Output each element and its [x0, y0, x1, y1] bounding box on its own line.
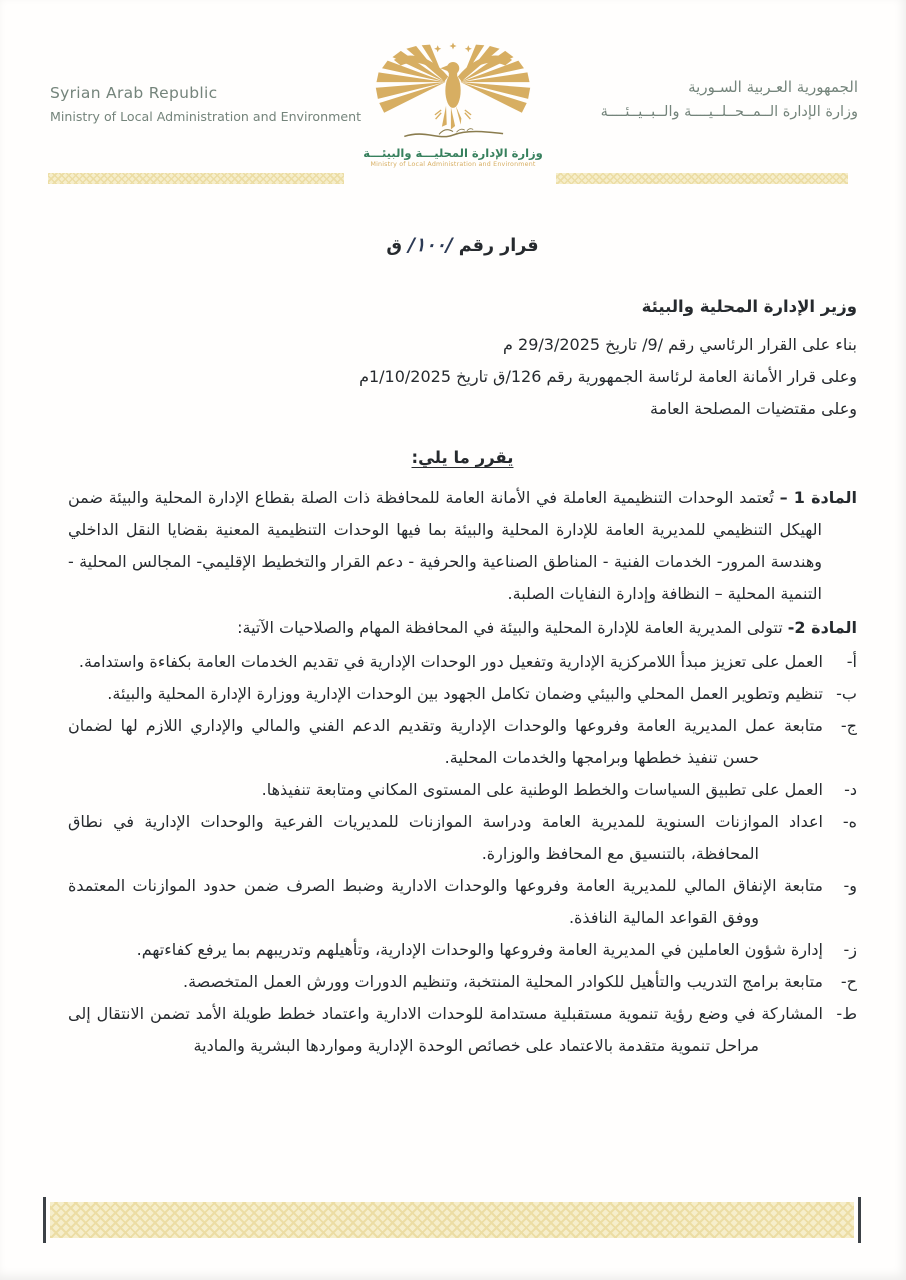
item-marker: ه-	[842, 812, 857, 831]
article-2	[68, 612, 857, 644]
article-1-text: تُعتمد الوحدات التنظيمية العاملة في الأمانة العامة للمحافظة ذات الصلة بقطاع الإدارة المحلية والبيئة ضمن الهيكل التنظيمي للمديرية العامة للإدارة المحلية والبيئة بما فيها الوحدات التنظيمية المعنية بقضايا النقل الداخلي وهندسة المرور- الخدمات الفنية - المناطق الصناعية والحرفية - دعم القرار والتخطيط الإقليمي- المجالس المحلية - التنمية المحلية – النظافة وإدارة النفايات الصلبة.	[68, 488, 822, 603]
item-marker: ج-	[840, 716, 857, 735]
item-marker: ز-	[843, 940, 857, 959]
preamble-line: وعلى مقتضيات المصلحة العامة	[649, 399, 857, 418]
decision-number-prefix: قرار رقم	[458, 236, 539, 256]
list-item	[68, 998, 857, 1062]
document-header	[0, 0, 906, 192]
list-item	[68, 870, 857, 934]
item-marker: ط-	[836, 1004, 857, 1023]
ministry-emblem	[343, 40, 563, 168]
list-item	[68, 710, 857, 774]
list-item	[68, 678, 857, 710]
star-icon	[434, 45, 441, 52]
top-ornament-band-left	[48, 173, 344, 184]
star-icon	[465, 45, 472, 52]
preamble-line: بناء على القرار الرئاسي رقم /9/ تاريخ 29/3/2025 م	[503, 335, 857, 354]
list-item	[68, 806, 857, 870]
top-ornament-band-right	[556, 173, 848, 184]
item-marker: ح-	[840, 972, 857, 991]
item-text: إدارة شؤون العاملين في المديرية العامة وفروعها والوحدات الإدارية، وتأهيلهم وتدريبهم بما يرفع كفاءتهم.	[136, 940, 823, 959]
header-arabic-block	[601, 78, 858, 120]
list-item	[68, 966, 857, 998]
header-country-en: Syrian Arab Republic	[50, 84, 218, 102]
article-1-label: المادة 1 –	[779, 488, 857, 507]
header-english-block	[50, 84, 361, 124]
article-2-label: المادة 2-	[787, 618, 857, 637]
header-ministry-ar: وزارة الإدارة الــمــحــلــيــــة والــبــيــئــــة	[600, 104, 858, 120]
decision-number-suffix: ق	[386, 236, 403, 256]
header-country-ar: الجمهورية العـربية السـورية	[688, 78, 858, 96]
minister-title: وزير الإدارة المحلية والبيئة	[641, 297, 857, 316]
item-marker: ب-	[836, 684, 857, 703]
item-marker: أ-	[846, 652, 857, 671]
item-text: متابعة عمل المديرية العامة وفروعها والوحدات الإدارية وتقديم الدعم الفني والمالي والإداري اللازم لها لضمان حسن تنفيذ خططها وبرامجها والخدمات المحلية.	[68, 716, 823, 767]
star-icon	[449, 43, 456, 50]
list-item	[68, 774, 857, 806]
calligraphy-swash	[404, 129, 503, 137]
emblem-caption-english: Ministry of Local Administration and Environment	[370, 161, 536, 168]
emblem-caption-arabic: وزارة الإدارة المحليـــة والبيئـــة	[363, 146, 543, 160]
decree-body	[0, 226, 906, 1062]
item-text: العمل على تعزيز مبدأ اللامركزية الإدارية وتفعيل دور الوحدات الإدارية في تقديم الخدمات العامة بكفاءة واستدامة.	[78, 652, 823, 671]
list-item	[68, 646, 857, 678]
eagle-emblem-icon	[373, 40, 533, 148]
item-text: اعداد الموازنات السنوية للمديرية العامة ودراسة الموازنات للمديريات الفرعية والوحدات الإدارية في نطاق المحافظة، بالتنسيق مع المحافظ والوزارة.	[68, 812, 823, 863]
item-text: متابعة برامج التدريب والتأهيل للكوادر المحلية المنتخبة، وتنظيم الدورات وورش العمل المتخصصة.	[182, 972, 823, 991]
list-item	[68, 934, 857, 966]
article-2-text: تتولى المديرية العامة للإدارة المحلية والبيئة في المحافظة المهام والصلاحيات الآتية:	[237, 618, 783, 637]
item-text: متابعة الإنفاق المالي للمديرية العامة وفروعها والوحدات الادارية وضبط الصرف ضمن حدود الموازنات المعتمدة ووفق القواعد المالية النافذة.	[68, 876, 823, 927]
item-text: العمل على تطبيق السياسات والخطط الوطنية على المستوى المكاني ومتابعة تنفيذها.	[261, 780, 823, 799]
header-ministry-en: Ministry of Local Administration and Environment	[50, 109, 362, 124]
decision-number-value: /١٠٠/	[408, 234, 453, 256]
item-marker: و-	[843, 876, 857, 895]
article-1	[68, 482, 857, 610]
decision-number	[68, 226, 857, 264]
item-text: المشاركة في وضع رؤية تنموية مستقبلية مستدامة للوحدات الادارية واعتماد خطط طويلة الأمد تضمن الانتقال إلى مراحل تنموية متقدمة بالاعتماد على خصائص الوحدة الإدارية ومواردها البشرية والمادية	[68, 1004, 823, 1055]
item-marker: د-	[844, 780, 857, 799]
duties-list	[68, 646, 857, 1062]
bottom-ornament-band	[50, 1202, 854, 1238]
item-text: تنظيم وتطوير العمل المحلي والبيئي وضمان تكامل الجهود بين الوحدات الإدارية ووزارة الإدارة المحلية والبيئة.	[107, 684, 823, 703]
preamble-line: وعلى قرار الأمانة العامة لرئاسة الجمهورية رقم 126/ق تاريخ 1/10/2025م	[359, 367, 857, 386]
decree-heading: يقرر ما يلي:	[411, 448, 514, 467]
